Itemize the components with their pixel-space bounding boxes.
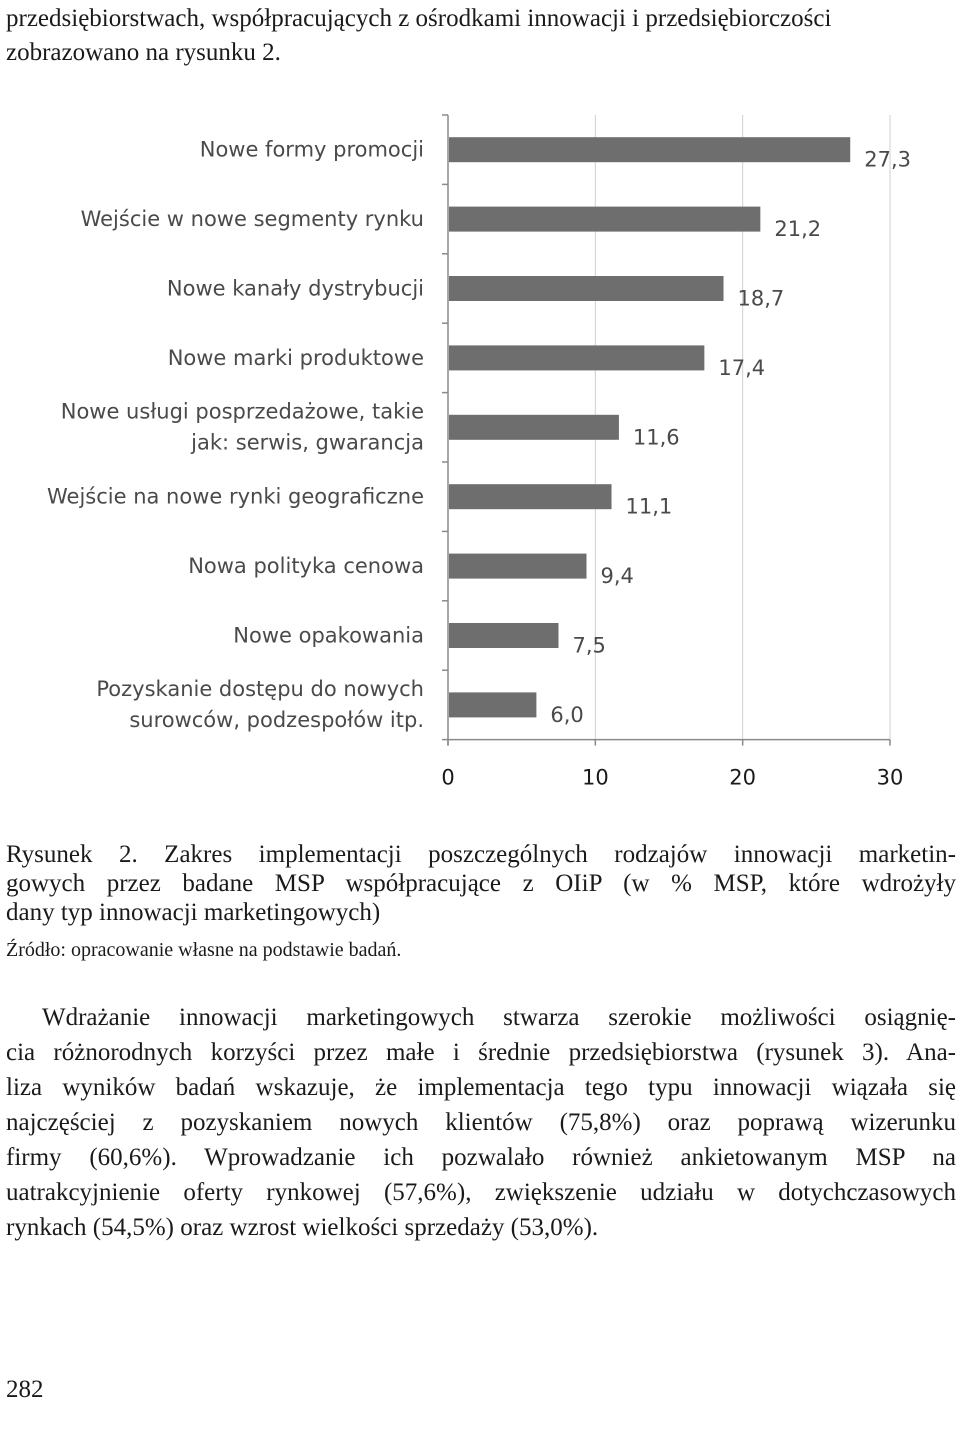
caption-line-2: gowych przez badane MSP współpracujące z OIiP (w % MSP, które wdrożyły — [6, 870, 956, 897]
data-label: 11,1 — [625, 494, 673, 519]
category-label: Nowe usługi posprzedażowe, takie — [60, 399, 424, 424]
category-label: Nowe marki produktowe — [167, 345, 424, 370]
category-label: Wejście w nowe segmenty rynku — [80, 207, 424, 232]
figure-caption — [6, 840, 956, 927]
figure-source: Źródło: opracowanie własne na podstawie badań. — [6, 939, 402, 961]
x-tick-label: 30 — [876, 765, 904, 790]
bar — [449, 484, 612, 509]
category-label: Nowe formy promocji — [199, 137, 424, 162]
category-label: Pozyskanie dostępu do nowych — [96, 676, 424, 701]
x-tick-label: 20 — [729, 765, 757, 790]
bar — [449, 276, 724, 301]
category-label: surowców, podzespołów itp. — [129, 707, 424, 732]
bar — [449, 207, 760, 232]
bar-chart — [0, 110, 960, 810]
data-label: 21,2 — [774, 217, 822, 242]
body-paragraph — [6, 1000, 956, 1245]
category-label: Nowe kanały dystrybucji — [166, 276, 424, 301]
intro-line-2: zobrazowano na rysunku 2. — [6, 39, 281, 66]
body-line-4: najczęściej z pozyskaniem nowych klientów (75,8%) oraz poprawą wizerunku — [6, 1109, 956, 1136]
bar — [449, 345, 704, 370]
intro-line-1: przedsiębiorstwach, współpracujących z ośrodkami innowacji i przedsiębiorczości — [6, 5, 832, 32]
body-line-6: uatrakcyjnienie oferty rynkowej (57,6%), zwiększenie udziału w dotychczasowych — [6, 1179, 956, 1206]
data-label: 18,7 — [737, 286, 785, 311]
x-tick-label: 0 — [441, 765, 455, 790]
bar — [449, 623, 559, 648]
intro-paragraph — [6, 2, 956, 70]
bar — [449, 692, 536, 717]
body-line-7: rynkach (54,5%) oraz wzrost wielkości sprzedaży (53,0%). — [6, 1214, 599, 1241]
data-label: 11,6 — [632, 425, 680, 450]
x-tick-label: 10 — [581, 765, 609, 790]
category-label: Nowa polityka cenowa — [188, 554, 424, 579]
bar — [449, 137, 850, 162]
body-line-3: liza wyników badań wskazuje, że implementacja tego typu innowacji wiązała się — [6, 1074, 956, 1101]
data-label: 9,4 — [600, 564, 634, 589]
data-label: 17,4 — [718, 355, 766, 380]
page-number: 282 — [6, 1376, 44, 1403]
body-line-2: cia różnorodnych korzyści przez małe i średnie przedsiębiorstwa (rysunek 3). Ana- — [6, 1039, 956, 1066]
category-label: jak: serwis, gwarancja — [191, 430, 424, 455]
category-label: Nowe opakowania — [233, 623, 424, 648]
body-line-5: firmy (60,6%). Wprowadzanie ich pozwalało również ankietowanym MSP na — [6, 1144, 956, 1171]
data-label: 27,3 — [864, 147, 911, 172]
data-label: 7,5 — [572, 633, 606, 658]
bar — [449, 415, 619, 440]
bar — [449, 554, 586, 579]
caption-line-1: Rysunek 2. Zakres implementacji poszczególnych rodzajów innowacji marketin- — [6, 841, 956, 868]
data-label: 6,0 — [550, 702, 584, 727]
caption-line-3: dany typ innowacji marketingowych) — [6, 899, 381, 926]
body-line-1: Wdrażanie innowacji marketingowych stwarza szerokie możliwości osiągnię- — [42, 1004, 956, 1031]
category-label: Wejście na nowe rynki geograficzne — [47, 484, 424, 509]
